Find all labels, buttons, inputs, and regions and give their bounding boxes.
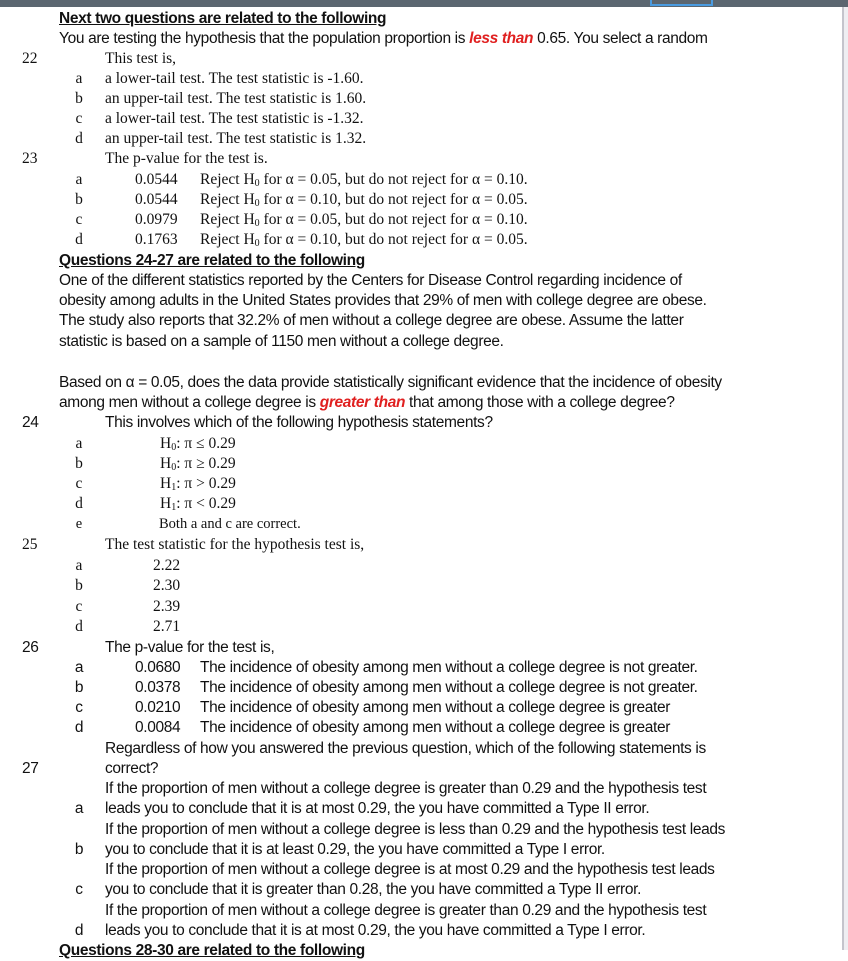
question-number: 22 [22,50,38,67]
option-25d[interactable]: d 2.71 [75,618,181,635]
option-23c[interactable]: c 0.0979 Reject $H_0$ for α = 0.05, but do not reject for α = 0.10. [75,211,528,229]
option-22a[interactable]: a a lower-tail test. The test statistic is -1.60. [75,70,364,87]
option-26c[interactable]: c 0.0210 The incidence of obesity among men without a college degree is greater [75,699,671,716]
option-22d[interactable]: d an upper-tail test. The test statistic is 1.32. [75,130,367,147]
question-26: 26 The p-value for the test is, [22,639,275,656]
emphasis-text: less than [469,30,534,47]
option-27a[interactable]: a leads you to conclude that it is at most 0.29, the you have committed a Type II error. [74,800,650,817]
option-24d[interactable]: d $H_1$: π < 0.29 [75,495,236,513]
option-27c-line1[interactable]: If the proportion of men without a college degree is at most 0.29 and the hypothesis test leads [105,861,715,878]
paragraph-line: The study also reports that 32.2% of men without a college degree are obese. Assume the latter [59,312,684,329]
option-22b[interactable]: b an upper-tail test. The test statistic is 1.60. [75,90,367,107]
option-25a[interactable]: a 2.22 [75,557,181,574]
emphasis-text: greater than [319,394,406,411]
paragraph-line: statistic is based on a sample of 1150 men without a college degree. [59,333,504,350]
question-22 [0,49,700,69]
option-27a-line1[interactable]: If the proportion of men without a college degree is greater than 0.29 and the hypothesis test [105,780,707,797]
paragraph-line: obesity among adults in the United States provides that 29% of men with college degree are obese. [59,292,707,309]
option-23a[interactable]: a 0.0544 Reject $H_0$ for α = 0.05, but do not reject for α = 0.10. [75,171,528,189]
option-25c[interactable]: c 2.39 [75,598,181,615]
option-24c[interactable]: c $H_1$: π > 0.29 [75,475,236,493]
question-25: 25 The test statistic for the hypothesis test is, [22,536,365,553]
option-27b-line1[interactable]: If the proportion of men without a college degree is less than 0.29 and the hypothesis test leads [105,821,726,838]
option-24a[interactable]: a $H_0$: π ≤ 0.29 [75,435,236,453]
section-intro: You are testing the hypothesis that the population proportion is less than 0.65. You select a random [59,30,708,47]
option-27b[interactable]: b you to conclude that it is at least 0.29, the you have committed a Type I error. [74,841,605,858]
toolbar-selection-box[interactable] [650,0,713,6]
window-top-bar [0,0,848,7]
option-26a[interactable]: a 0.0680 The incidence of obesity among men without a college degree is not greater. [74,659,698,676]
research-question: Based on α = 0.05, does the data provide statistically significant evidence that the incidence of obesity [59,374,722,391]
question-23: 23 The p-value for the test is. [22,150,268,167]
section-heading: Questions 24-27 are related to the following [59,252,365,269]
option-26d[interactable]: d 0.0084 The incidence of obesity among men without a college degree is greater [74,719,671,736]
option-25b[interactable]: b 2.30 [75,577,181,594]
option-26b[interactable]: b 0.0378 The incidence of obesity among men without a college degree is not greater. [74,679,698,696]
option-27d-line1[interactable]: If the proportion of men without a college degree is greater than 0.29 and the hypothesis test [105,902,707,919]
section-heading: Next two questions are related to the following [59,10,387,27]
option-24e[interactable]: e Both a and c are correct. [75,516,301,532]
option-23b[interactable]: b 0.0544 Reject $H_0$ for α = 0.10, but do not reject for α = 0.05. [75,191,528,209]
option-27d[interactable]: d leads you to conclude that it is at most 0.29, the you have committed a Type I error. [74,922,646,939]
question-27-stem: Regardless of how you answered the previous question, which of the following statements is [105,740,706,757]
question-27: 27 correct? [22,760,159,777]
section-heading: Questions 28-30 are related to the following [59,942,365,959]
option-22c[interactable]: c a lower-tail test. The test statistic is -1.32. [75,110,364,127]
option-23d[interactable]: d 0.1763 Reject $H_0$ for α = 0.10, but do not reject for α = 0.05. [75,231,528,249]
question-24: 24 This involves which of the following hypothesis statements? [22,414,493,431]
option-27c[interactable]: c you to conclude that it is greater than 0.28, the you have committed a Type II error. [75,881,642,898]
research-question: among men without a college degree is greater than that among those with a college degree? [59,394,675,411]
option-24b[interactable]: b $H_0$: π ≥ 0.29 [75,455,236,473]
scrollbar[interactable] [844,7,848,950]
question-stem: This test is, [105,50,177,67]
paragraph-line: One of the different statistics reported by the Centers for Disease Control regarding incidence of [59,272,682,289]
